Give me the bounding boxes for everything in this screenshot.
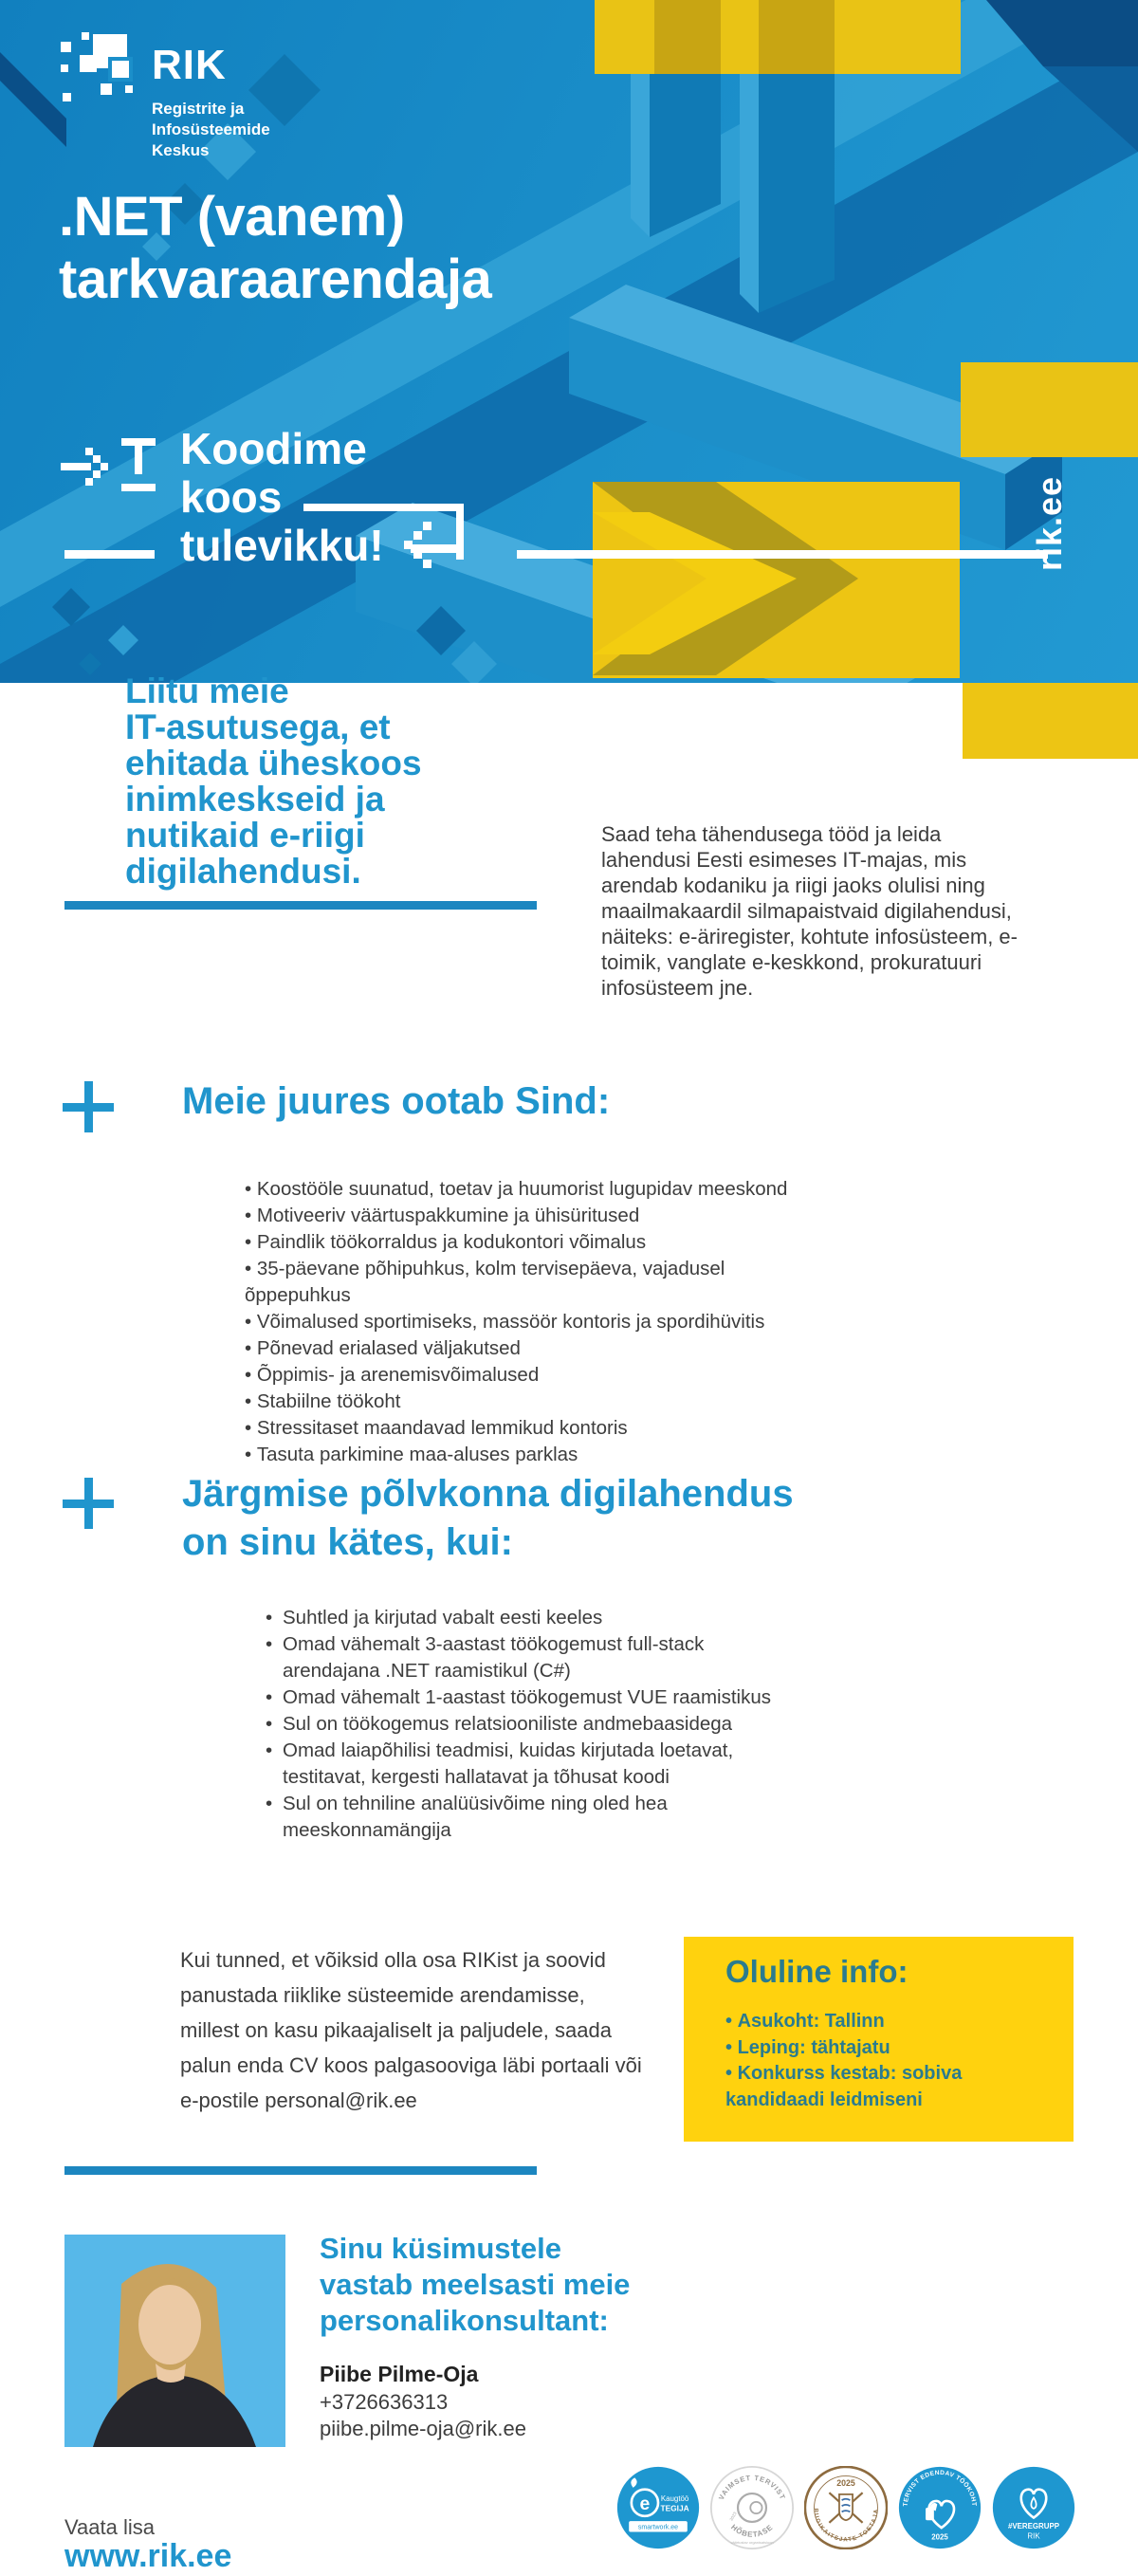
list-item: • Stabiilne töökoht — [245, 1389, 814, 1415]
svg-text:TEGIJA: TEGIJA — [660, 2503, 689, 2513]
rik-pixel-logo-icon — [61, 30, 146, 116]
site-vertical-label: rik.ee — [1030, 475, 1069, 571]
list-item: • Õppimis- ja arenemisvõimalused — [245, 1362, 814, 1389]
job-title: .NET (vanem) tarkvaraarendaja — [59, 186, 492, 310]
tervist-edendav-tookoht-badge — [898, 2466, 982, 2549]
riigikaitsjate-toetaja-badge — [804, 2466, 888, 2549]
list-item: • Konkurss kestab: sobiva kandidaadi leidmiseni — [725, 2061, 1038, 2113]
important-info-heading: Oluline info: — [725, 1954, 909, 1989]
list-item: • Motiveeriv väärtuspakkumine ja ühisüritused — [245, 1203, 814, 1229]
contact-heading: Sinu küsimustele vastab meelsasti meie personalikonsultant: — [320, 2232, 631, 2337]
list-item: • Sul on töökogemus relatsiooniliste andmebaasidega — [264, 1711, 780, 1738]
logo-org-name: Registrite ja Infosüsteemide Keskus — [152, 100, 270, 159]
svg-text:VAIMSET TERVIST: VAIMSET TERVIST — [716, 2473, 788, 2502]
consultant-photo — [64, 2235, 285, 2447]
banner-yellow-square — [963, 683, 1138, 759]
svg-text:e: e — [639, 2493, 651, 2514]
banner — [0, 0, 1138, 683]
requirements-list — [264, 1605, 780, 1844]
pixel-arrow-icon — [61, 442, 118, 491]
list-item: • Tasuta parkimine maa-aluses parklas — [245, 1442, 814, 1468]
pixel-chevron-left-icon — [404, 522, 434, 569]
list-item: • Stressitaset maandavad lemmikud kontoris — [245, 1415, 814, 1442]
plus-icon — [63, 1081, 114, 1132]
list-item: • Sul on tehniline analüüsivõime ning oled hea meeskonnamängija — [264, 1791, 780, 1844]
vaimse-tervise-badge — [710, 2466, 794, 2549]
list-item: • Põnevad erialased väljakutsed — [245, 1335, 814, 1362]
svg-text:#VEREGRUPP: #VEREGRUPP — [1007, 2522, 1060, 2530]
list-item: • Koostööle suunatud, toetav ja huumorist lugupidav meeskond — [245, 1176, 814, 1203]
deco-long-line — [517, 550, 1048, 559]
svg-text:väärtustav organisatsioon: väärtustav organisatsioon — [730, 2539, 774, 2545]
svg-text:2023: 2023 — [728, 2511, 738, 2522]
offer-heading: Meie juures ootab Sind: — [182, 1080, 611, 1122]
offer-list — [245, 1176, 814, 1468]
contact-phone[interactable]: +3726636313 — [320, 2390, 449, 2414]
requirements-heading: Järgmise põlvkonna digilahendus on sinu kätes, kui: — [182, 1473, 794, 1563]
list-item: • Omad laiapõhilisi teadmisi, kuidas kirjutada loetavat, testitavat, kergesti hallatavat ja tõhusat koodi — [264, 1738, 780, 1791]
svg-text:Kaugtöö: Kaugtöö — [660, 2493, 689, 2503]
list-item: • 35-päevane põhipuhkus, kolm tervisepäeva, vajadusel õppepuhkus — [245, 1256, 814, 1309]
list-item: • Omad vähemalt 3-aastast töökogemust full-stack arendajana .NET raamistikul (C#) — [264, 1631, 780, 1684]
tagline-t-icon — [121, 438, 157, 493]
svg-text:TERVIST EDENDAV TÖÖKOHT: TERVIST EDENDAV TÖÖKOHT — [902, 2469, 978, 2507]
list-item: • Võimalused sportimiseks, massöör kontoris ja spordihüvitis — [245, 1309, 814, 1335]
svg-text:smartwork.ee: smartwork.ee — [637, 2524, 679, 2531]
list-item: • Paindlik töökorraldus ja kodukontori võimalus — [245, 1229, 814, 1256]
apply-paragraph: Kui tunned, et võiksid olla osa RIKist ja soovid panustada riiklike süsteemide arendamisse, millest on kasu pikaajaliselt ja paljudele, saada palun enda CV koos palgasooviga läbi portaali või e-postile personal@rik.ee — [180, 1948, 642, 2112]
important-info-list — [725, 2009, 1038, 2113]
list-item: • Asukoht: Tallinn — [725, 2009, 1038, 2035]
important-info-box — [684, 1937, 1074, 2142]
deco-short-line — [64, 550, 155, 559]
list-item: • Leping: tähtajatu — [725, 2035, 1038, 2062]
list-item: • Omad vähemalt 1-aastast töökogemust VUE raamistikus — [264, 1684, 780, 1711]
kaugtoo-tegija-badge — [616, 2466, 700, 2549]
footer-more-label: Vaata lisa — [64, 2515, 155, 2539]
svg-text:RIIGIKAITSJATE TOETAJA: RIIGIKAITSJATE TOETAJA — [812, 2508, 880, 2544]
svg-text:2025: 2025 — [836, 2478, 855, 2489]
svg-text:2025: 2025 — [931, 2532, 948, 2542]
contact-name: Piibe Pilme-Oja — [320, 2362, 479, 2386]
logo-brand: RIK — [152, 42, 227, 88]
footer-site-link[interactable]: www.rik.ee — [64, 2538, 232, 2574]
svg-text:RIK: RIK — [1027, 2531, 1040, 2541]
intro-paragraph: Saad teha tähendusega tööd ja leida lahendusi Eesti esimeses IT-majas, mis arendab kodaniku ja riigi jaoks olulisi ning maailmakaardil silmapaistvaid digilahendusi, näiteks: e-äriregister, kohtute infosüsteem, e- toimik, vanglate e-keskkond, prokuratuuri infosüsteem jne. — [601, 822, 1018, 1000]
veregrupp-rik-badge — [992, 2466, 1075, 2549]
list-item: • Suhtled ja kirjutad vabalt eesti keeles — [264, 1605, 780, 1631]
svg-text:HÕBETASE: HÕBETASE — [729, 2522, 775, 2539]
plus-icon — [63, 1478, 114, 1529]
divider-line-1 — [64, 901, 537, 910]
contact-email[interactable]: piibe.pilme-oja@rik.ee — [320, 2417, 526, 2440]
tagline: Koodime koos tulevikku! — [180, 424, 384, 570]
divider-line-2 — [64, 2166, 537, 2175]
intro-heading: Liitu meie IT-asutusega, et ehitada üheskoos inimkeskseid ja nutikaid e-riigi digilahendusi. — [125, 672, 422, 891]
